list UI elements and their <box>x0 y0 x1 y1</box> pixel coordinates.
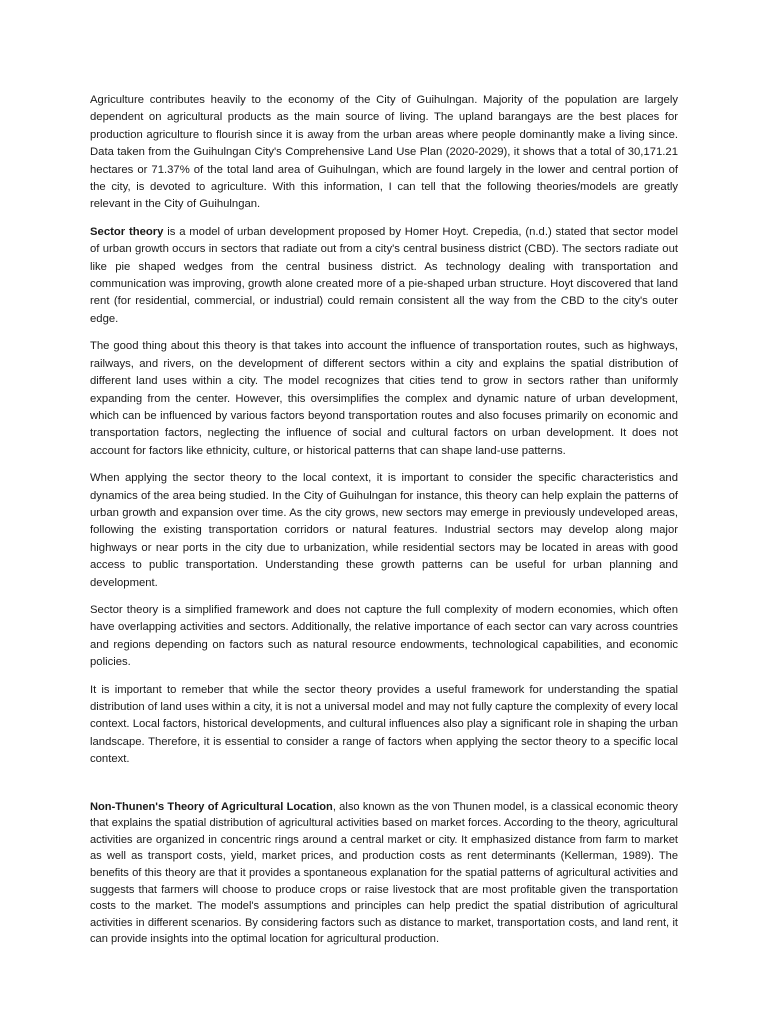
bold-term-sector-theory: Sector theory <box>90 225 164 238</box>
paragraph-sector-theory-local-context <box>90 470 678 592</box>
paragraph-text: Agriculture contributes heavily to the economy of the City of Guihulngan. Majority of the population are largely dependent on agricultural products as the main source of living. The upland barangays are the best places for production agriculture to flourish since it is away from the urban areas where people dominantly make a living since. Data taken from the Guihulngan City's Comprehensive Land Use Plan (2020-2029), it shows that a total of 30,171.21 hectares or 71.37% of the total land area of Guihulngan, which are found largely in the lower and central portion of the city, is devoted to agriculture. With this information, I can tell that the following theories/models are greatly relevant in the City of Guihulngan. <box>90 94 678 211</box>
paragraph-text: Sector theory is a simplified framework and does not capture the full complexity of modern economies, which often have overlapping activities and sectors. Additionally, the relative importance of each sector can vary across countries and regions depending on factors such as natural resource endowments, technological capabilities, and economic policies. <box>90 603 678 669</box>
paragraph-text: The good thing about this theory is that takes into account the influence of transportation routes, such as highways, railways, and rivers, on the development of different sectors within a city and explains the spatial distribution of different land uses within a city. The model recognizes that cities tend to grow in sectors rather than uniformly expanding from the center. However, this oversimplifies the complex and dynamic nature of urban development, which can be influenced by various factors beyond transportation routes and also focuses primarily on economic and transportation factors, neglecting the influence of social and cultural factors on urban development. It does not account for factors like ethnicity, culture, or historical patterns that can shape land-use patterns. <box>90 340 678 457</box>
paragraph-sector-theory-definition <box>90 224 678 328</box>
bold-term-von-thunen: Non-Thunen's Theory of Agricultural Location <box>90 800 333 813</box>
paragraph-sector-theory-evaluation <box>90 338 678 460</box>
document-body <box>90 92 678 948</box>
paragraph-sector-theory-conclusion <box>90 682 678 769</box>
paragraph-agriculture-intro <box>90 92 678 214</box>
paragraph-text: , also known as the von Thunen model, is a classical economic theory that explains the spatial distribution of agricultural activities based on market forces. According to the theory, agricultural activities are organized in concentric rings around a central market or city. It emphasized distance from farm to market as well as transport costs, yield, market prices, and production costs as rent determinants (Kellerman, 1989). The benefits of this theory are that it provides a spontaneous explanation for the spatial patterns of agricultural activities and suggests that farmers will choose to produce crops or raise livestock that are most profitable given the transportation costs to the market. The model's assumptions and principles can help predict the spatial distribution of agricultural activities in different scenarios. By considering factors such as distance to market, transportation costs, and land rent, it can provide insights into the optimal location for agricultural production. <box>90 800 678 946</box>
paragraph-text: When applying the sector theory to the local context, it is important to consider the specific characteristics and dynamics of the area being studied. In the City of Guihulngan for instance, this theory can help explain the patterns of urban growth and expansion over time. As the city grows, new sectors may emerge in previously undeveloped areas, following the existing transportation corridors or natural features. Industrial sectors may develop along major highways or near ports in the city due to urbanization, while residential sectors may be located in areas with good access to public transportation. Understanding these growth patterns can be useful for urban planning and development. <box>90 472 678 589</box>
paragraph-sector-theory-limitations <box>90 602 678 672</box>
paragraph-von-thunen-theory <box>90 799 678 948</box>
paragraph-text: It is important to remeber that while the sector theory provides a useful framework for understanding the spatial distribution of land uses within a city, it is not a universal model and may not fully capture the complexity of every local context. Local factors, historical developments, and cultural influences also play a significant role in shaping the urban landscape. Therefore, it is essential to consider a range of factors when applying the sector theory to a specific local context. <box>90 683 678 766</box>
paragraph-text: is a model of urban development proposed by Homer Hoyt. Crepedia, (n.d.) stated that sector model of urban growth occurs in sectors that radiate out from a city's central business district (CBD). The sectors radiate out like pie shaped wedges from the central business district. As technology dealing with transportation and communication was improving, growth alone created more of a pie-shaped urban structure. Hoyt discovered that land rent (for residential, commercial, or industrial) could remain consistent all the way from the CBD to the city's outer edge. <box>90 225 678 325</box>
